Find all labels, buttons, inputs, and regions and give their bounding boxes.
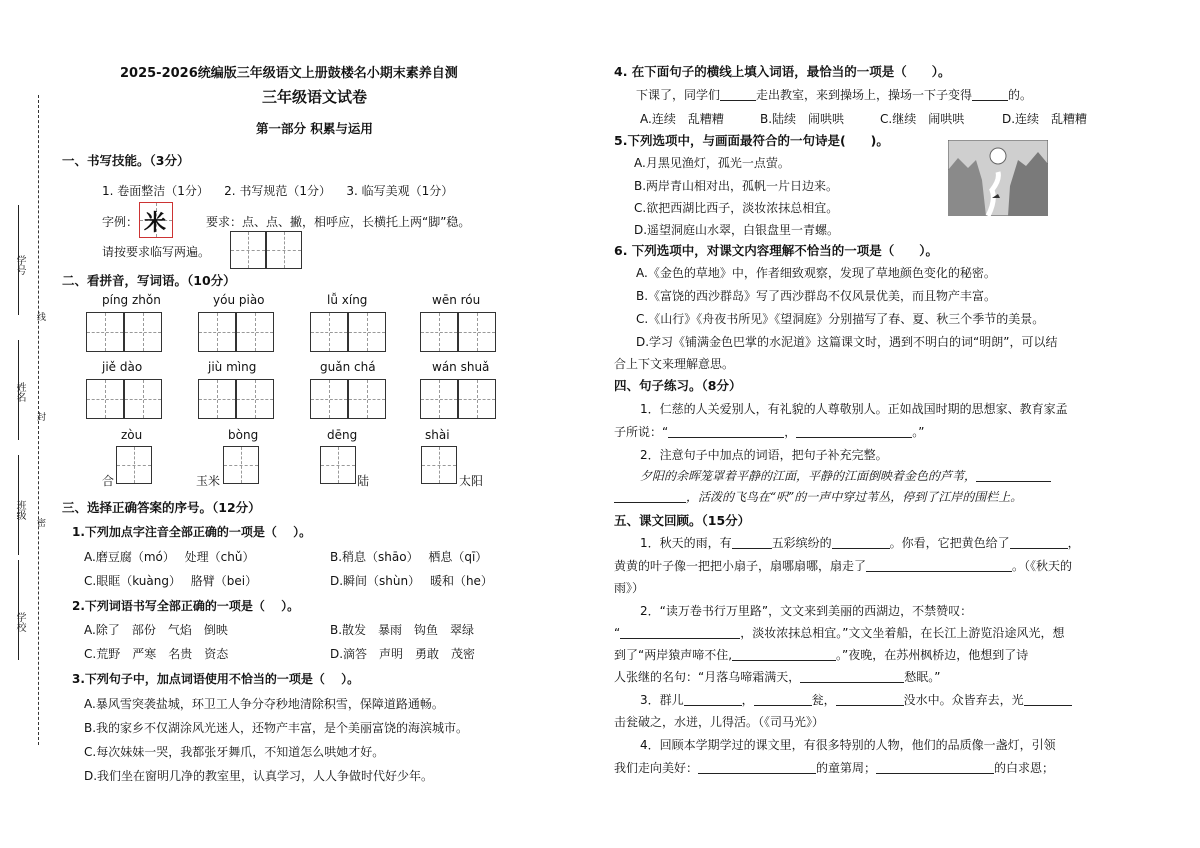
question-stem: 2.下列词语书写全部正确的一项是（ ）。 <box>72 599 300 613</box>
option-c[interactable]: C.眼眶（kuàng） 胳臂（bei） <box>84 574 258 588</box>
binding-mark-secret: 密 <box>35 518 45 527</box>
blank[interactable] <box>754 693 812 706</box>
blank[interactable] <box>620 626 740 639</box>
option-b[interactable]: B.散发 暴雨 钩鱼 翠绿 <box>330 623 475 637</box>
answer-box[interactable] <box>348 379 386 419</box>
binding-fill-line <box>18 205 19 315</box>
text: ， <box>741 693 754 707</box>
option-b[interactable]: B.两岸青山相对出，孤帆一片日边来。 <box>634 179 839 193</box>
pinyin: jiù mìng <box>208 360 257 374</box>
given-char: 合 <box>102 474 115 488</box>
text: 的童第周； <box>816 761 877 775</box>
text: 五彩缤纷的 <box>771 536 832 550</box>
answer-box[interactable] <box>116 446 152 484</box>
binding-mark-seal: 封 <box>35 412 45 421</box>
answer-box[interactable] <box>124 379 162 419</box>
s1-example-label: 字例： <box>102 215 139 229</box>
blank[interactable] <box>800 670 904 683</box>
option-a[interactable]: A.连续 乱糟糟 <box>640 112 724 126</box>
q4-sentence-part: 的。 <box>1008 88 1033 102</box>
example-char: 米 <box>144 211 167 236</box>
s5-q2-line1: 2．“读万卷书行万里路”，文文来到美丽的西湖边，不禁赞叹： <box>640 604 973 618</box>
answer-box[interactable] <box>420 379 458 419</box>
binding-fill-line <box>18 455 19 555</box>
pinyin: wán shuǎ <box>432 360 490 374</box>
pinyin: lǚ xíng <box>327 293 368 307</box>
answer-box[interactable] <box>198 379 236 419</box>
s5-q4-line1: 4．回顾本学期学过的课文里，有很多特别的人物，他们的品质像一盏灯，引领 <box>640 738 1056 752</box>
answer-box[interactable] <box>86 379 124 419</box>
question-stem: 6. 下列选项中，对课文内容理解不恰当的一项是（ ）。 <box>614 243 939 258</box>
pinyin: yóu piào <box>213 293 265 307</box>
binding-fill-line <box>18 340 19 440</box>
text: “ <box>614 626 621 640</box>
text: 没水中。众皆弃去，光 <box>903 693 1024 707</box>
option-a[interactable]: A.除了 部份 气焰 倒映 <box>84 623 228 637</box>
blank[interactable] <box>732 536 772 549</box>
s5-q2-line4 <box>614 668 940 685</box>
s1-copy-prompt: 请按要求临写两遍。 <box>102 245 211 259</box>
binding-label-student-no: 学号 <box>14 255 25 275</box>
option-d[interactable]: D.遥望洞庭山水翠，白银盘里一青螺。 <box>634 223 840 237</box>
option-d[interactable]: D.连续 乱糟糟 <box>1002 112 1088 126</box>
s5-q4-line2 <box>614 759 1054 776</box>
blank[interactable] <box>866 559 1012 572</box>
s4-passage-line2 <box>614 488 1022 505</box>
s5-q2-line2 <box>614 624 1064 641</box>
text: 人张继的名句：“月落乌啼霜满天， <box>614 670 801 684</box>
blank[interactable] <box>1024 693 1072 706</box>
option-c[interactable]: C.《山行》《舟夜书所见》《望洞庭》分别描写了春、夏、秋三个季节的美景。 <box>636 312 1045 326</box>
option-b[interactable]: B.《富饶的西沙群岛》写了西沙群岛不仅风景优美，而且物产丰富。 <box>636 289 997 303</box>
option-d[interactable]: D.学习《铺满金色巴掌的水泥道》这篇课文时，遇到不明白的词“明朗”，可以结 <box>636 335 1058 349</box>
question-stem: 5.下列选项中，与画面最符合的一句诗是( )。 <box>614 133 889 148</box>
section-2-heading: 二、看拼音，写词语。（10分） <box>62 273 236 288</box>
answer-box[interactable] <box>348 312 386 352</box>
blank[interactable] <box>832 536 890 549</box>
s5-q1-line1 <box>640 534 1080 551</box>
binding-mark-line: 线 <box>35 312 45 321</box>
answer-box[interactable] <box>86 312 124 352</box>
answer-box[interactable] <box>236 312 274 352</box>
answer-box[interactable] <box>320 446 356 484</box>
s4-q1-line <box>614 423 924 440</box>
pinyin: dēng <box>327 428 358 442</box>
option-d[interactable]: D.我们坐在窗明几净的教室里，认真学习，人人争做时代好少年。 <box>84 769 434 783</box>
option-b[interactable]: B.我的家乡不仅湖涂风光迷人，还物产丰富，是个美丽富饶的海滨城市。 <box>84 721 469 735</box>
text: 愁眠。” <box>904 670 941 684</box>
text: 我们走向美好： <box>614 761 699 775</box>
option-a[interactable]: A.磨豆腐（mó） 处理（chǔ） <box>84 550 255 564</box>
text: 黄黄的叶子像一把把小扇子，扇哪扇哪，扇走了 <box>614 559 867 573</box>
s4-q1: 1．仁慈的人关爱别人，有礼貌的人尊敬别人。正如战国时期的思想家、教育家孟 <box>640 402 1068 416</box>
question-stem: 4. 在下面句子的横线上填入词语，最恰当的一项是（ ）。 <box>614 64 951 79</box>
answer-box[interactable] <box>421 446 457 484</box>
s5-q1-line2 <box>614 557 1072 574</box>
pinyin: guǎn chá <box>320 360 376 374</box>
blank[interactable] <box>796 425 912 438</box>
pinyin: wēn róu <box>432 293 481 307</box>
copy-box[interactable] <box>230 231 266 269</box>
option-b[interactable]: B.陆续 闹哄哄 <box>760 112 845 126</box>
text: 的白求恩； <box>994 761 1055 775</box>
q4-sentence <box>636 86 1032 103</box>
option-c[interactable]: C.荒野 严寒 名贵 资态 <box>84 647 229 661</box>
copy-box[interactable] <box>266 231 302 269</box>
text: 。（《秋天的 <box>1012 559 1073 573</box>
text: 夕阳的余晖笼罩着平静的江面，平静的江面倒映着金色的芦苇， <box>640 469 977 483</box>
blank[interactable] <box>836 693 904 706</box>
section-4-heading: 四、句子练习。（8分） <box>614 378 742 393</box>
s5-q3-line2: 击瓮破之，水迸，儿得活。（《司马光》） <box>614 715 825 729</box>
pinyin: shài <box>425 428 450 442</box>
s4-passage-line1 <box>640 467 1051 484</box>
q4-sentence-part: 走出教室，来到操场上，操场一下子变得 <box>756 88 973 102</box>
exam-title: 2025-2026统编版三年级语文上册鼓楼名小期末素养自测 <box>120 66 458 81</box>
option-c[interactable]: C.欲把西湖比西子，淡妆浓抹总相宜。 <box>634 201 839 215</box>
section-5-heading: 五、课文回顾。（15分） <box>614 513 751 528</box>
question-stem: 3.下列句子中，加点词语使用不恰当的一项是（ ）。 <box>72 672 360 686</box>
given-char: 玉米 <box>196 474 221 488</box>
q4-sentence-part: 下课了，同学们 <box>636 88 721 102</box>
given-char: 陆 <box>357 474 370 488</box>
pinyin: jiě dào <box>102 360 143 374</box>
option-a[interactable]: A.月黑见渔灯，孤光一点萤。 <box>634 156 790 170</box>
binding-fill-line <box>18 560 19 660</box>
text: 瓮， <box>811 693 836 707</box>
answer-box[interactable] <box>124 312 162 352</box>
answer-box[interactable] <box>458 312 496 352</box>
text: ，淡妆浓抹总相宜。”文文坐着船，在长江上游览沿途风光，想 <box>740 626 1065 640</box>
blank[interactable] <box>972 88 1008 101</box>
s1-requirement: 要求：点、点、撇，相呼应，长横托上两“脚”稳。 <box>206 215 471 229</box>
section-3-heading: 三、选择正确答案的序号。（12分） <box>62 500 261 515</box>
blank[interactable] <box>668 425 784 438</box>
text: 。” <box>912 425 925 439</box>
answer-box[interactable] <box>310 379 348 419</box>
s5-q3-line1 <box>640 691 1072 708</box>
s4-q2: 2．注意句子中加点的词语，把句子补充完整。 <box>640 448 888 462</box>
text: 。”夜晚，在苏州枫桥边，他想到了诗 <box>836 648 1029 662</box>
binding-label-school: 学校 <box>14 612 25 632</box>
exam-subtitle: 三年级语文试卷 <box>262 88 368 106</box>
answer-box[interactable] <box>458 379 496 419</box>
blank[interactable] <box>684 693 742 706</box>
text: 1．秋天的雨，有 <box>640 536 732 550</box>
text: ，活泼的飞鸟在“呎”的一声中穿过苇丛，停到了江岸的围栏上。 <box>686 490 1023 504</box>
section-1-heading: 一、书写技能。（3分） <box>62 153 190 168</box>
text: 3．群儿 <box>640 693 684 707</box>
option-d[interactable]: D.瞬间（shùn） 暖和（he） <box>330 574 493 588</box>
blank[interactable] <box>1010 536 1068 549</box>
text: 。你看，它把黄色给了 <box>889 536 1010 550</box>
blank[interactable] <box>876 761 994 774</box>
text: ， <box>784 425 797 439</box>
part-title: 第一部分 积累与运用 <box>256 121 373 136</box>
option-a[interactable]: A.《金色的草地》中，作者细致观察，发现了草地颜色变化的秘密。 <box>636 266 996 280</box>
s1-items: 1. 卷面整洁（1分） 2. 书写规范（1分） 3. 临写美观（1分） <box>102 184 454 198</box>
option-a[interactable]: A.暴风雪突袭盐城，环卫工人争分夺秒地清除积雪，保障道路通畅。 <box>84 697 444 711</box>
given-char: 太阳 <box>459 474 484 488</box>
option-d-cont: 合上下文来理解意思。 <box>614 357 735 371</box>
blank[interactable] <box>614 490 686 503</box>
answer-box[interactable] <box>236 379 274 419</box>
question-stem: 1.下列加点字注音全部正确的一项是（ ）。 <box>72 525 312 539</box>
answer-box[interactable] <box>420 312 458 352</box>
pinyin: zòu <box>121 428 143 442</box>
blank[interactable] <box>698 761 816 774</box>
landscape-picture-icon <box>948 140 1048 216</box>
answer-box[interactable] <box>198 312 236 352</box>
text: 子所说：“ <box>614 425 669 439</box>
option-c[interactable]: C.继续 闹哄哄 <box>880 112 965 126</box>
answer-box[interactable] <box>223 446 259 484</box>
s5-q2-line3 <box>614 646 1028 663</box>
blank[interactable] <box>720 88 756 101</box>
binding-label-class: 班级 <box>14 500 25 520</box>
option-b[interactable]: B.稍息（shāo） 栖息（qī） <box>330 550 488 564</box>
pinyin: bòng <box>228 428 259 442</box>
pinyin: píng zhǒn <box>102 293 161 307</box>
text: ， <box>1067 536 1080 550</box>
blank[interactable] <box>732 648 836 661</box>
option-d[interactable]: D.滴答 声明 勇敢 茂密 <box>330 647 476 661</box>
answer-box[interactable] <box>310 312 348 352</box>
text: 到了“两岸猿声啼不住, <box>614 648 733 662</box>
s5-q1-line3: 雨》） <box>614 581 645 595</box>
blank[interactable] <box>976 469 1051 482</box>
option-c[interactable]: C.每次妹妹一哭，我都张牙舞爪，不知道怎么哄她才好。 <box>84 745 385 759</box>
binding-label-name: 姓名 <box>14 382 25 402</box>
